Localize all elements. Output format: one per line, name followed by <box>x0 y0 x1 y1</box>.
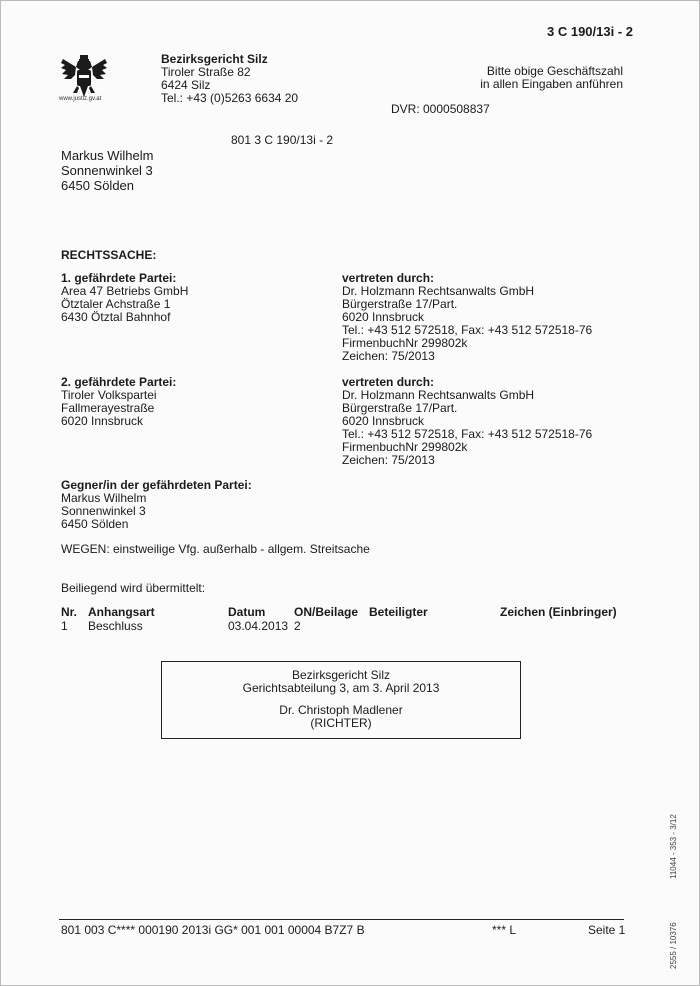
party-2-line: Tiroler Volkspartei <box>61 388 157 402</box>
table-cell-type: Beschluss <box>88 619 143 633</box>
party-2-rep-label: vertreten durch: <box>342 375 435 389</box>
party-1-line: 6430 Ötztal Bahnhof <box>61 310 171 324</box>
court-street: Tiroler Straße 82 <box>161 65 251 79</box>
court-box-title: (RICHTER) <box>310 716 372 730</box>
recipient-street: Sonnenwinkel 3 <box>61 163 153 178</box>
table-header-type: Anhangsart <box>88 605 155 619</box>
table-header-date: Datum <box>228 605 266 619</box>
party-2-label: 2. gefährdete Partei: <box>61 375 177 389</box>
table-header-nr: Nr. <box>61 605 78 619</box>
opponent-line: Markus Wilhelm <box>61 491 147 505</box>
party-2-rep-line: Bürgerstraße 17/Part. <box>342 401 458 415</box>
case-subject: WEGEN: einstweilige Vfg. außerhalb - allgem. Streitsache <box>61 542 370 556</box>
party-2-rep-line: 6020 Innsbruck <box>342 414 425 428</box>
party-1-rep-line: Dr. Holzmann Rechtsanwalts GmbH <box>342 284 535 298</box>
table-header-party: Beteiligter <box>369 605 428 619</box>
opponent-label: Gegner/in der gefährdeten Partei: <box>61 478 252 492</box>
table-cell-nr: 1 <box>61 619 68 633</box>
side-code-upper: 11044 - 353 - 3/12 <box>669 814 678 879</box>
table-cell-on: 2 <box>294 619 301 633</box>
case-heading: RECHTSSACHE: <box>61 248 157 262</box>
footer-mark: *** L <box>492 923 517 937</box>
footer-page-number: Seite 1 <box>588 923 626 937</box>
court-box-department: Gerichtsabteilung 3, am 3. April 2013 <box>242 681 440 695</box>
court-box-judge: Dr. Christoph Madlener <box>279 703 403 717</box>
footer-divider <box>59 919 624 920</box>
table-header-on: ON/Beilage <box>294 605 359 619</box>
party-1-rep-line: 6020 Innsbruck <box>342 310 425 324</box>
side-code-lower: 2555 / 10376 <box>669 922 678 969</box>
party-2-line: 6020 Innsbruck <box>61 414 144 428</box>
court-city: 6424 Silz <box>161 78 211 92</box>
table-cell-date: 03.04.2013 <box>228 619 289 633</box>
logo-url: www.justiz.gv.at <box>59 96 102 102</box>
court-box-name: Bezirksgericht Silz <box>291 668 391 682</box>
party-2-line: Fallmerayestraße <box>61 401 155 415</box>
reference-number: 801 3 C 190/13i - 2 <box>231 133 334 147</box>
opponent-line: Sonnenwinkel 3 <box>61 504 146 518</box>
court-signature-box <box>161 661 521 739</box>
recipient-name: Markus Wilhelm <box>61 148 154 163</box>
party-1-rep-line: Bürgerstraße 17/Part. <box>342 297 458 311</box>
recipient-city: 6450 Sölden <box>61 178 135 193</box>
party-1-line: Area 47 Betriebs GmbH <box>61 284 189 298</box>
party-1-rep-line: FirmenbuchNr 299802k <box>342 336 468 350</box>
party-2-rep-line: Tel.: +43 512 572518, Fax: +43 512 572518-76 <box>342 427 593 441</box>
party-1-label: 1. gefährdete Partei: <box>61 271 177 285</box>
party-2-rep-line: Zeichen: 75/2013 <box>342 453 435 467</box>
dvr-number: DVR: 0000508837 <box>391 102 490 116</box>
party-1-line: Ötztaler Achstraße 1 <box>61 297 171 311</box>
opponent-line: 6450 Sölden <box>61 517 129 531</box>
footer-code: 801 003 C**** 000190 2013i GG* 001 001 00004 B7Z7 B <box>61 923 365 937</box>
table-header-sign: Zeichen (Einbringer) <box>500 605 617 619</box>
party-1-rep-line: Tel.: +43 512 572518, Fax: +43 512 572518-76 <box>342 323 593 337</box>
court-name: Bezirksgericht Silz <box>161 52 268 66</box>
party-1-rep-line: Zeichen: 75/2013 <box>342 349 435 363</box>
reference-note-line2: in allen Eingaben anführen <box>480 77 623 91</box>
case-number: 3 C 190/13i - 2 <box>547 24 633 39</box>
party-2-rep-line: Dr. Holzmann Rechtsanwalts GmbH <box>342 388 535 402</box>
enclosed-label: Beiliegend wird übermittelt: <box>61 581 206 595</box>
party-2-rep-line: FirmenbuchNr 299802k <box>342 440 468 454</box>
party-1-rep-label: vertreten durch: <box>342 271 435 285</box>
court-phone: Tel.: +43 (0)5263 6634 20 <box>161 91 299 105</box>
reference-note-line1: Bitte obige Geschäftszahl <box>486 64 623 78</box>
